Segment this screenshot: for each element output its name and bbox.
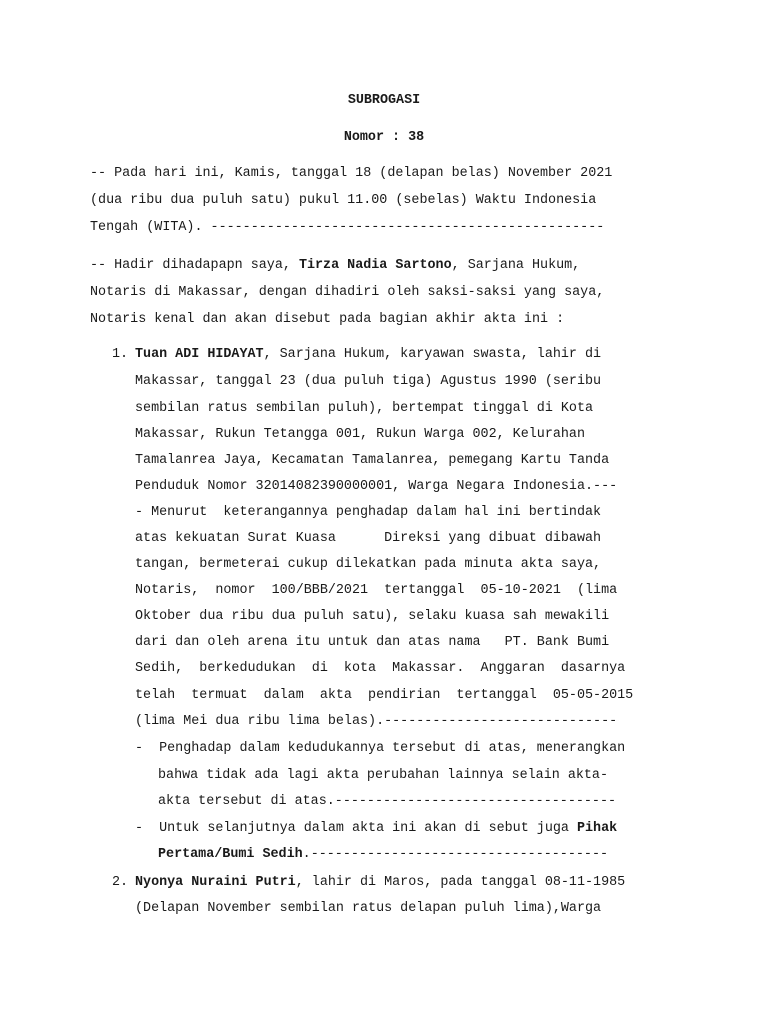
item-2-line-2: (Delapan November sembilan ratus delapan puluh lima),Warga bbox=[135, 901, 602, 916]
paragraph-1-line-3: Tengah (WITA). ------------------------------------------------- bbox=[90, 220, 605, 235]
paragraph-2-line-2: Notaris di Makassar, dengan dihadiri oleh saksi-saksi yang saya, bbox=[90, 285, 605, 300]
sub-bullet-2-text: - Untuk selanjutnya dalam akta ini akan di sebut juga bbox=[135, 821, 569, 836]
paragraph-2-line-1 bbox=[90, 256, 580, 276]
item-1-line-3: sembilan ratus sembilan puluh), bertempat tinggal di Kota bbox=[135, 401, 594, 416]
item-2-line-1 bbox=[135, 873, 625, 893]
sub-bullet-2-line-1 bbox=[135, 819, 617, 839]
sub-bullet-1-line-3: akta tersebut di atas.----------------------------------- bbox=[158, 794, 617, 809]
item-1-line-7: - Menurut keterangannya penghadap dalam hal ini bertindak bbox=[135, 505, 602, 520]
paragraph-2-intro: -- Hadir dihadapapn saya, bbox=[90, 258, 291, 273]
sub-bullet-1-line-1: - Penghadap dalam kedudukannya tersebut di atas, menerangkan bbox=[135, 741, 626, 756]
item-1-line-2: Makassar, tanggal 23 (dua puluh tiga) Agustus 1990 (seribu bbox=[135, 374, 602, 389]
item-1-line-12: dari dan oleh arena itu untuk dan atas nama PT. Bank Bumi bbox=[135, 635, 610, 650]
paragraph-2-line-3: Notaris kenal dan akan disebut pada bagian akhir akta ini : bbox=[90, 312, 565, 327]
party-1-details: , Sarjana Hukum, karyawan swasta, lahir di bbox=[263, 347, 602, 362]
item-1-line-10: Notaris, nomor 100/BBB/2021 tertanggal 05-10-2021 (lima bbox=[135, 583, 618, 598]
party-2-details: , lahir di Maros, pada tanggal 08-11-1985 bbox=[295, 875, 626, 890]
paragraph-1-line-1: -- Pada hari ini, Kamis, tanggal 18 (delapan belas) November 2021 bbox=[90, 166, 613, 181]
document-number: Nomor : 38 bbox=[343, 130, 425, 145]
item-1-line-14: telah termuat dalam akta pendirian tertanggal 05-05-2015 bbox=[135, 688, 634, 703]
party-1-alias-part-1: Pihak bbox=[576, 821, 618, 836]
item-1-line-1 bbox=[135, 345, 601, 365]
item-1-number: 1. bbox=[112, 347, 129, 362]
party-1-name: Tuan ADI HIDAYAT bbox=[135, 347, 264, 362]
party-2-name: Nyonya Nuraini Putri bbox=[135, 875, 296, 890]
paragraph-1-line-2: (dua ribu dua puluh satu) pukul 11.00 (sebelas) Waktu Indonesia bbox=[90, 193, 597, 208]
item-1-line-9: tangan, bermeterai cukup dilekatkan pada minuta akta saya, bbox=[135, 557, 602, 572]
document-title: SUBROGASI bbox=[347, 93, 421, 108]
item-2-number: 2. bbox=[112, 875, 129, 890]
sub-bullet-2-dashes: .------------------------------------- bbox=[302, 847, 609, 862]
paragraph-2-title: , Sarjana Hukum, bbox=[451, 258, 581, 273]
item-1-line-8: atas kekuatan Surat Kuasa Direksi yang dibuat dibawah bbox=[135, 531, 602, 546]
sub-bullet-1-line-2: bahwa tidak ada lagi akta perubahan lainnya selain akta- bbox=[158, 768, 608, 783]
item-1-line-4: Makassar, Rukun Tetangga 001, Rukun Warga 002, Kelurahan bbox=[135, 427, 585, 442]
party-1-alias-part-2: Pertama/Bumi Sedih bbox=[158, 847, 303, 862]
item-1-line-11: Oktober dua ribu dua puluh satu), selaku kuasa sah mewakili bbox=[135, 609, 610, 624]
notary-name: Tirza Nadia Sartono bbox=[298, 258, 452, 273]
item-1-line-5: Tamalanrea Jaya, Kecamatan Tamalanrea, pemegang Kartu Tanda bbox=[135, 453, 610, 468]
sub-bullet-2-line-2 bbox=[158, 845, 608, 865]
item-1-line-13: Sedih, berkedudukan di kota Makassar. Anggaran dasarnya bbox=[135, 661, 626, 676]
item-1-line-15: (lima Mei dua ribu lima belas).----------------------------- bbox=[135, 714, 618, 729]
item-1-line-6: Penduduk Nomor 32014082390000001, Warga Negara Indonesia.--- bbox=[135, 479, 618, 494]
